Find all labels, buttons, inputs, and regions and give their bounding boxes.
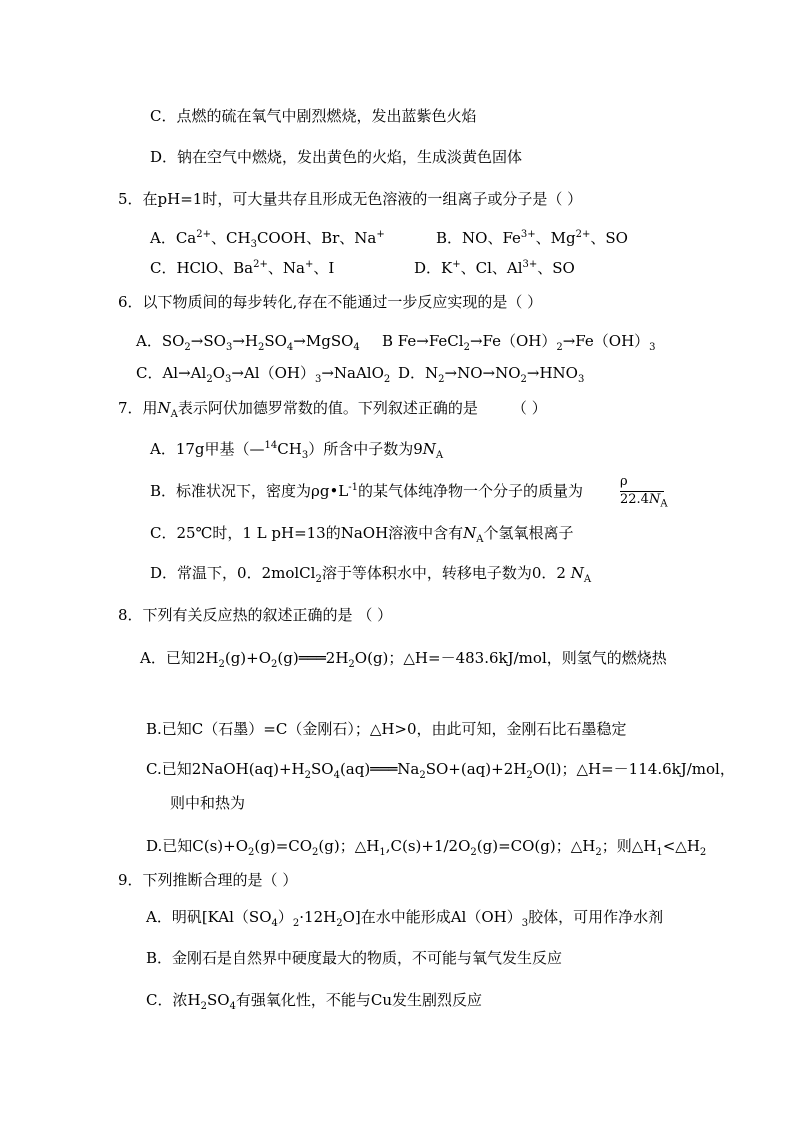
q6-option-d: D．$N_2\to NO\to NO_2\to HNO_3$ — [398, 364, 585, 385]
q6-option-c: C．$Al\to Al_2O_3\to Al(OH)_3\to NaAlO_2$ — [136, 364, 391, 385]
q6-option-b: B $Fe\to FeCl_2\to Fe(OH)_2\to Fe(OH)_3$ — [382, 332, 656, 353]
q5-option-a: A．$Ca^{2+}$、$CH_3COOH$、Br、Na+ — [150, 229, 385, 250]
q7-option-c: C．25℃时，1 L pH=13的NaOH溶液中含有$N_A$个氢氧根离子 — [150, 524, 574, 545]
q5-stem: 5．在pH=1时，可大量共存且形成无色溶液的一组离子或分子是（ ） — [118, 190, 583, 208]
q8-option-a: A．已知$2H_2(g)+O_2(g)═══2H_2O(g)$；△H=－483.6kJ/mol，则氢气的燃烧热 — [140, 649, 667, 670]
q8-option-c-continued: 则中和热为 — [170, 794, 246, 812]
q5-option-b: B．NO、$Fe^{3+}$、$Mg^{2+}$、SO — [436, 229, 628, 247]
q6-option-a: A．$SO_2\to SO_3\to H_2SO_4\to MgSO_4$ — [136, 332, 360, 353]
q4-option-c: C．点燃的硫在氧气中剧烈燃烧，发出蓝紫色火焰 — [150, 107, 477, 125]
q7-option-b: B．标准状况下，密度为$\rho g•L^{-1}$的某气体纯净物一个分子的质量为 — [150, 482, 584, 500]
q4-option-d: D．钠在空气中燃烧，发出黄色的火焰，生成淡黄色固体 — [150, 148, 523, 166]
q9-option-b: B．金刚石是自然界中硬度最大的物质，不可能与氧气发生反应 — [146, 949, 563, 967]
q8-option-d: D.已知$C(s)+O_2(g)=CO_2(g)$；$\triangle H_1,C(s)+1/2O_2(g)=CO(g)$；$\triangle H_2$；则$\triangle H_1<\triangle H_2$ — [146, 837, 707, 858]
q8-stem: 8．下列有关反应热的叙述正确的是 （ ） — [118, 606, 393, 624]
q9-option-a: A．明矾$[KAl(SO_4)_2\cdot 12H_2O]$在水中能形成$Al(OH)_3$胶体，可用作净水剂 — [146, 908, 664, 929]
q9-stem: 9．下列推断合理的是（ ） — [118, 871, 298, 889]
q5-option-d: D．K+、Cl、$Al^{3+}$、SO — [414, 259, 575, 277]
q8-option-c: C.已知$2NaOH(aq)+H_2SO_4(aq)═══Na_2SO+(aq)+2H_2O(l)$；△H=－114.6kJ/mol， — [146, 760, 735, 781]
q7-option-a: A．17g甲基$(—^{14}CH_3)$所含中子数为$9N_A$ — [150, 440, 444, 461]
q8-option-b: B.已知C（石墨）=C（金刚石）；△H>0，由此可知，金刚石比石墨稳定 — [146, 720, 627, 738]
fraction-numerator: ρ — [620, 474, 628, 489]
q7-stem: 7．用$N_A$表示阿伏加德罗常数的值。下列叙述正确的是 （ ） — [118, 399, 547, 420]
q9-option-c: C．浓$H_2SO_4$有强氧化性，不能与Cu发生剧烈反应 — [146, 991, 483, 1012]
q6-stem: 6．以下物质间的每步转化,存在不能通过一步反应实现的是（ ） — [118, 293, 543, 311]
q5-option-c: C．HClO、$Ba^{2+}$、Na+、I — [150, 259, 335, 277]
q7-option-d: D．常温下，0．2molCl$_2$溶于等体积水中，转移电子数为0．2 $N_A$ — [150, 564, 592, 585]
fraction-denominator: $22.4N_A$ — [620, 492, 668, 510]
